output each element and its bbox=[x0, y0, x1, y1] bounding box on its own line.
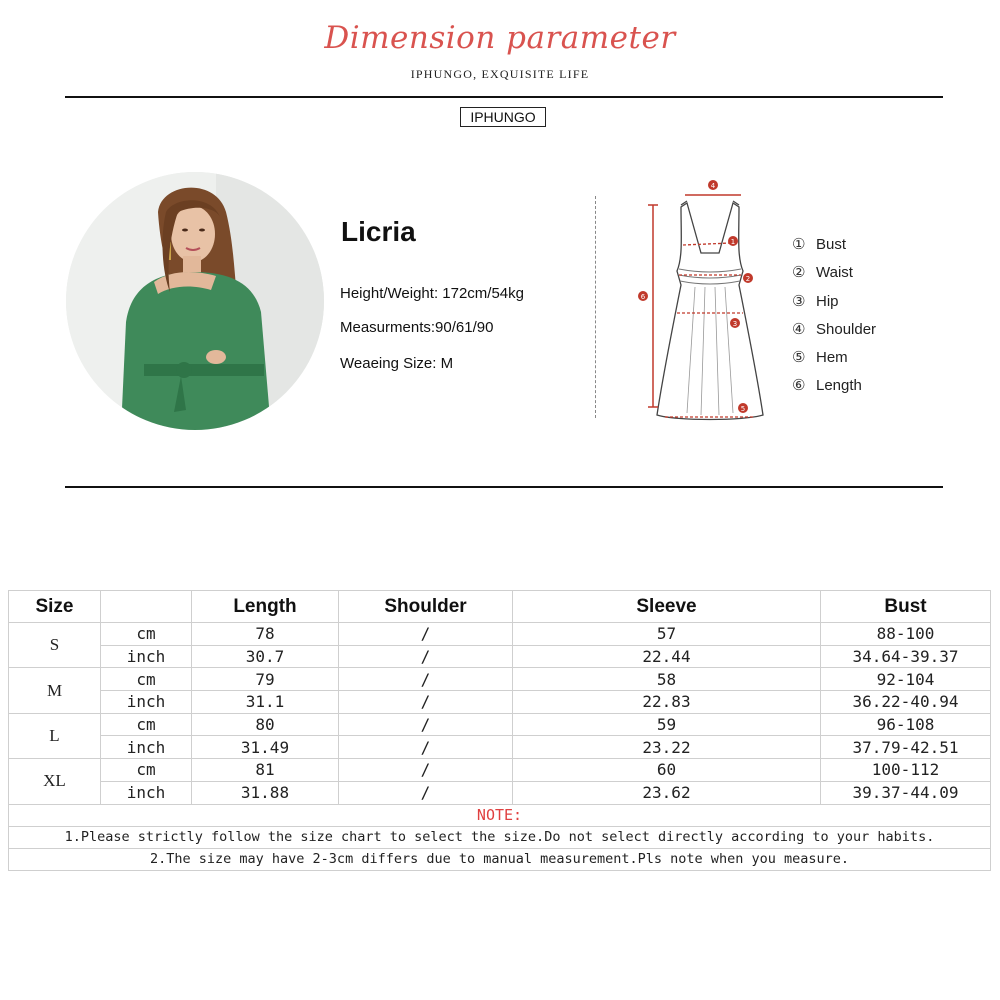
header-length: Length bbox=[192, 591, 339, 623]
legend-item-bust: ① Bust bbox=[792, 235, 847, 253]
shoulder-cell: / bbox=[339, 713, 513, 736]
table-row bbox=[9, 691, 991, 714]
shoulder-cell: / bbox=[339, 645, 513, 668]
sleeve-cell: 58 bbox=[513, 668, 821, 691]
unit-cell: cm bbox=[101, 668, 192, 691]
length-cell: 80 bbox=[192, 713, 339, 736]
sleeve-cell: 59 bbox=[513, 713, 821, 736]
bust-cell: 96-108 bbox=[821, 713, 991, 736]
note-title: NOTE: bbox=[9, 804, 991, 826]
model-wearing-size: Weaeing Size: M bbox=[340, 355, 454, 372]
length-cell: 31.49 bbox=[192, 736, 339, 759]
size-label: XL bbox=[9, 759, 101, 804]
marker-hip: 3 bbox=[732, 320, 738, 328]
marker-length: 6 bbox=[640, 293, 646, 301]
unit-cell: inch bbox=[101, 645, 192, 668]
bust-cell: 36.22-40.94 bbox=[821, 691, 991, 714]
unit-cell: cm bbox=[101, 623, 192, 646]
dress-diagram bbox=[635, 175, 775, 425]
marker-bust: 1 bbox=[730, 238, 736, 246]
unit-cell: cm bbox=[101, 713, 192, 736]
note-row bbox=[9, 826, 991, 848]
marker-shoulder: 4 bbox=[710, 182, 716, 190]
shoulder-cell: / bbox=[339, 759, 513, 782]
shoulder-cell: / bbox=[339, 623, 513, 646]
middle-divider bbox=[65, 486, 943, 488]
header-size: Size bbox=[9, 591, 101, 623]
bust-cell: 34.64-39.37 bbox=[821, 645, 991, 668]
header-sleeve: Sleeve bbox=[513, 591, 821, 623]
sleeve-cell: 22.44 bbox=[513, 645, 821, 668]
legend-item-shoulder: ④ Shoulder bbox=[792, 319, 877, 338]
header-shoulder: Shoulder bbox=[339, 591, 513, 623]
length-cell: 31.88 bbox=[192, 781, 339, 804]
marker-waist: 2 bbox=[745, 275, 751, 283]
header-bust: Bust bbox=[821, 591, 991, 623]
legend-item-hem: ⑤ Hem bbox=[792, 348, 848, 367]
measurement-legend bbox=[792, 236, 876, 406]
note-text: 2.The size may have 2-3cm differs due to manual measurement.Pls note when you measure. bbox=[9, 848, 991, 870]
bust-cell: 37.79-42.51 bbox=[821, 736, 991, 759]
top-divider bbox=[65, 96, 943, 98]
page-title: Dimension parameter bbox=[324, 20, 676, 56]
brand-label: IPHUNGO bbox=[460, 107, 546, 127]
legend-item-hip: ③ Hip bbox=[792, 291, 839, 310]
legend-item-waist: ② Waist bbox=[792, 263, 853, 282]
shoulder-cell: / bbox=[339, 691, 513, 714]
model-measurements: Measurments:90/61/90 bbox=[340, 319, 494, 336]
model-photo bbox=[66, 172, 324, 430]
shoulder-cell: / bbox=[339, 668, 513, 691]
table-row bbox=[9, 668, 991, 691]
size-label: L bbox=[9, 713, 101, 758]
sleeve-cell: 23.62 bbox=[513, 781, 821, 804]
unit-cell: inch bbox=[101, 691, 192, 714]
marker-hem: 5 bbox=[740, 405, 746, 413]
size-label: M bbox=[9, 668, 101, 713]
table-row bbox=[9, 736, 991, 759]
shoulder-cell: / bbox=[339, 736, 513, 759]
unit-cell: cm bbox=[101, 759, 192, 782]
model-name: Licria bbox=[341, 216, 416, 247]
header-unit bbox=[101, 591, 192, 623]
length-cell: 31.1 bbox=[192, 691, 339, 714]
bust-cell: 39.37-44.09 bbox=[821, 781, 991, 804]
unit-cell: inch bbox=[101, 736, 192, 759]
table-row bbox=[9, 623, 991, 646]
size-label: S bbox=[9, 623, 101, 668]
shoulder-cell: / bbox=[339, 781, 513, 804]
brand-tagline: IPHUNGO, EXQUISITE LIFE bbox=[410, 67, 590, 81]
table-row bbox=[9, 759, 991, 782]
length-cell: 81 bbox=[192, 759, 339, 782]
note-text: 1.Please strictly follow the size chart to select the size.Do not select directly according to your habits. bbox=[9, 826, 991, 848]
sleeve-cell: 57 bbox=[513, 623, 821, 646]
bust-cell: 100-112 bbox=[821, 759, 991, 782]
sleeve-cell: 22.83 bbox=[513, 691, 821, 714]
bust-cell: 88-100 bbox=[821, 623, 991, 646]
table-header-row bbox=[9, 591, 991, 623]
sleeve-cell: 60 bbox=[513, 759, 821, 782]
length-cell: 30.7 bbox=[192, 645, 339, 668]
length-cell: 78 bbox=[192, 623, 339, 646]
section-divider bbox=[595, 196, 596, 418]
bust-cell: 92-104 bbox=[821, 668, 991, 691]
length-cell: 79 bbox=[192, 668, 339, 691]
size-table bbox=[8, 590, 991, 871]
table-row bbox=[9, 713, 991, 736]
note-title-row bbox=[9, 804, 991, 826]
sleeve-cell: 23.22 bbox=[513, 736, 821, 759]
legend-item-length: ⑥ Length bbox=[792, 376, 862, 395]
model-height-weight: Height/Weight: 172cm/54kg bbox=[340, 285, 524, 302]
table-row bbox=[9, 781, 991, 804]
table-row bbox=[9, 645, 991, 668]
unit-cell: inch bbox=[101, 781, 192, 804]
note-row bbox=[9, 848, 991, 870]
